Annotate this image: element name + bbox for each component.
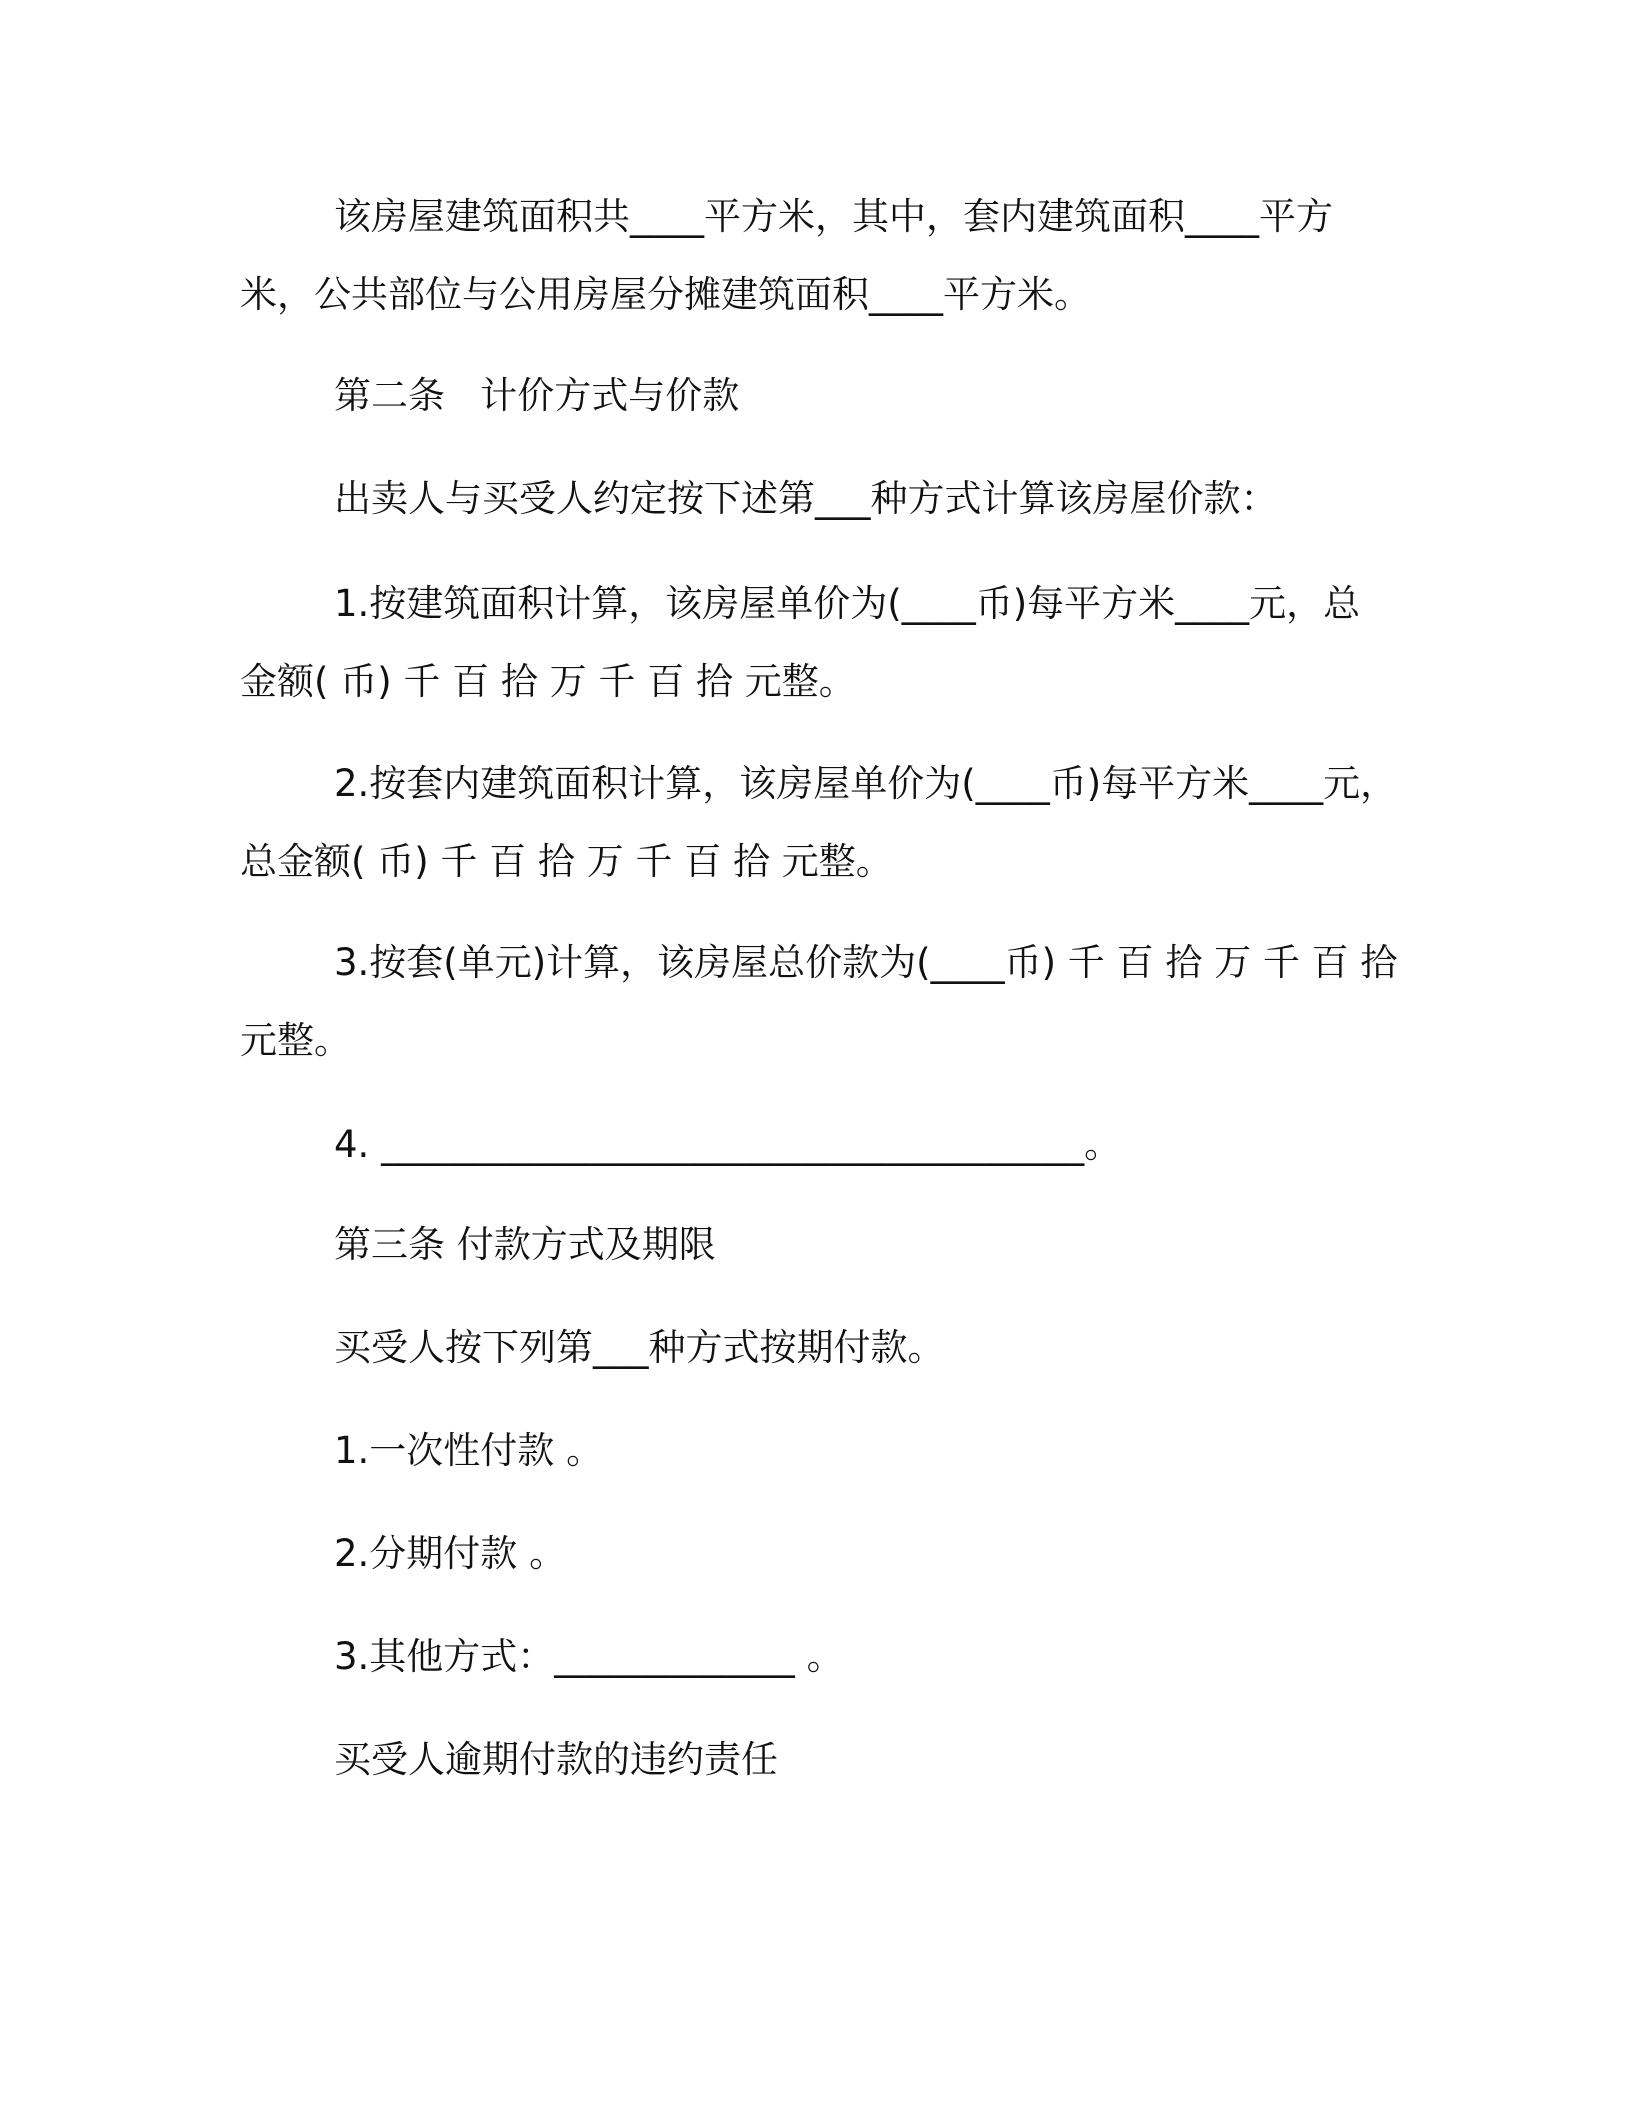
- option-3-line-1: 3.按套(单元)计算，该房屋总价款为(____币) 千 百 拾 万 千 百 拾: [334, 941, 1398, 984]
- late-payment-heading: 买受人逾期付款的违约责任: [334, 1738, 778, 1781]
- paragraph-area-line-2: 米，公共部位与公用房屋分摊建筑面积____平方米。: [240, 273, 1091, 316]
- paragraph-area-line-1: 该房屋建筑面积共____平方米，其中，套内建筑面积____平方: [334, 195, 1333, 238]
- option-1-line-1: 1.按建筑面积计算，该房屋单价为(____币)每平方米____元，总: [334, 582, 1361, 625]
- pricing-method-paragraph: 出卖人与买受人约定按下述第___种方式计算该房屋价款：: [334, 477, 1278, 520]
- article-3-heading: 第三条 付款方式及期限: [334, 1223, 716, 1266]
- payment-method-paragraph: 买受人按下列第___种方式按期付款。: [334, 1326, 945, 1369]
- payment-option-1: 1.一次性付款 。: [334, 1429, 604, 1472]
- payment-option-2: 2.分期付款 。: [334, 1532, 567, 1575]
- option-2-line-1: 2.按套内建筑面积计算，该房屋单价为(____币)每平方米____元，: [334, 762, 1398, 805]
- option-1-line-2: 金额( 币) 千 百 拾 万 千 百 拾 元整。: [240, 660, 856, 703]
- article-2-heading: 第二条 计价方式与价款: [334, 374, 740, 417]
- option-4-line: 4. ______________________________________。: [334, 1123, 1122, 1166]
- payment-option-3: 3.其他方式：_____________ 。: [334, 1635, 844, 1678]
- option-2-line-2: 总金额( 币) 千 百 拾 万 千 百 拾 元整。: [240, 840, 893, 883]
- option-3-line-2: 元整。: [240, 1019, 351, 1062]
